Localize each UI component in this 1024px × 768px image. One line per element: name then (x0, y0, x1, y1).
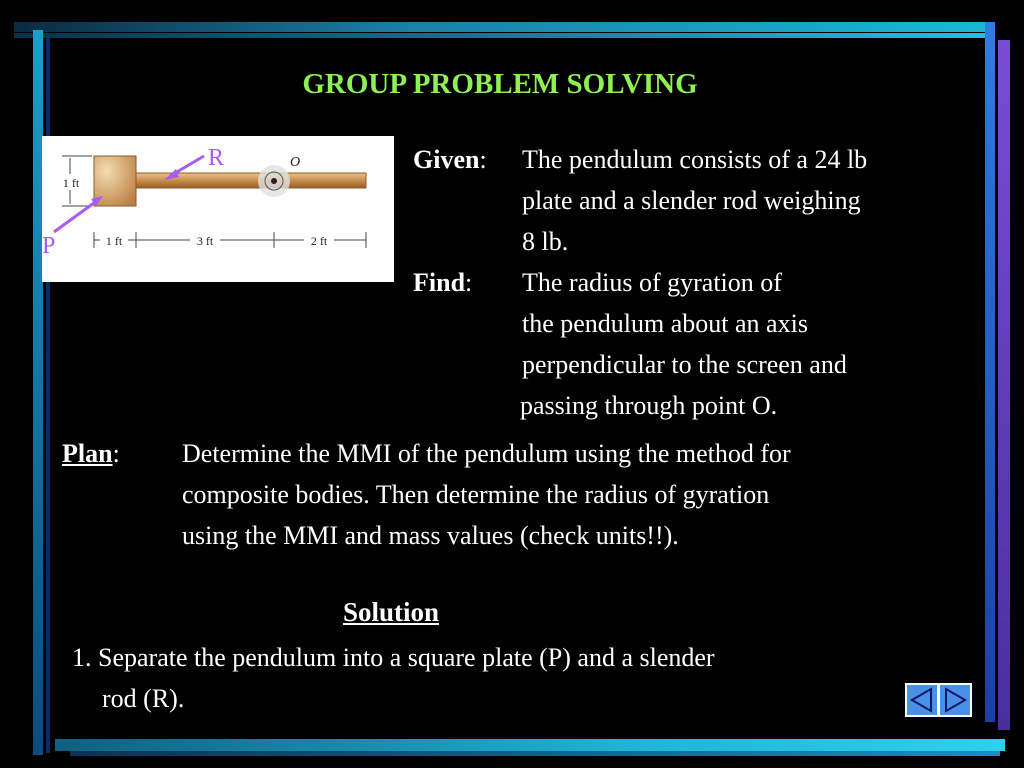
frame-right-blue-bar (985, 22, 995, 722)
given-label: Given (413, 145, 480, 174)
pendulum-figure (42, 136, 394, 282)
given-line-1: Given: (413, 145, 487, 174)
frame-bottom-bar (55, 739, 1005, 751)
frame-top-thin-bar (14, 33, 987, 38)
frame-bottom-thin-bar (70, 751, 1000, 756)
find-line-1: Find: (413, 268, 473, 297)
plate-label-p: P (42, 233, 56, 259)
slide-title: GROUP PROBLEM SOLVING (302, 68, 698, 100)
next-slide-button[interactable] (940, 685, 970, 715)
find-text-3: perpendicular to the screen and (522, 350, 847, 379)
find-text-2: the pendulum about an axis (522, 309, 808, 338)
plan-text-1: Determine the MMI of the pendulum using the method for (182, 439, 791, 468)
frame-top-bar (14, 22, 987, 32)
pendulum-diagram (42, 136, 394, 282)
dim-height-label: 1 ft (62, 176, 80, 190)
frame-right-purple-bar (998, 40, 1010, 730)
plan-text-3: using the MMI and mass values (check units!!). (182, 521, 679, 550)
given-text-1: The pendulum consists of a 24 lb (522, 145, 868, 174)
given-text-3: 8 lb. (522, 227, 569, 256)
find-text-1: The radius of gyration of (522, 268, 782, 297)
point-o-label: O (290, 155, 301, 170)
dim-rod-left-label: 3 ft (196, 234, 214, 248)
given-text-2: plate and a slender rod weighing (522, 186, 861, 215)
find-text-4: passing through point O. (520, 391, 778, 420)
triangle-left-icon (907, 685, 937, 715)
find-label: Find (413, 268, 466, 297)
solution-text-1: 1. Separate the pendulum into a square plate (P) and a slender (72, 643, 715, 672)
slender-rod (134, 173, 366, 188)
pivot-point (271, 178, 277, 184)
solution-text-2: rod (R). (102, 684, 185, 713)
dim-rod-right-label: 2 ft (310, 234, 328, 248)
slide-nav (905, 683, 972, 717)
rod-label-r: R (208, 145, 225, 171)
previous-slide-button[interactable] (907, 685, 937, 715)
plan-text-2: composite bodies. Then determine the radius of gyration (182, 480, 770, 509)
solution-heading: Solution (343, 597, 440, 627)
plate-arrow (54, 200, 98, 232)
plan-label: Plan (62, 439, 113, 468)
triangle-right-icon (940, 685, 970, 715)
plan-line-label: Plan: (62, 439, 120, 468)
dim-plate-label: 1 ft (105, 234, 123, 248)
